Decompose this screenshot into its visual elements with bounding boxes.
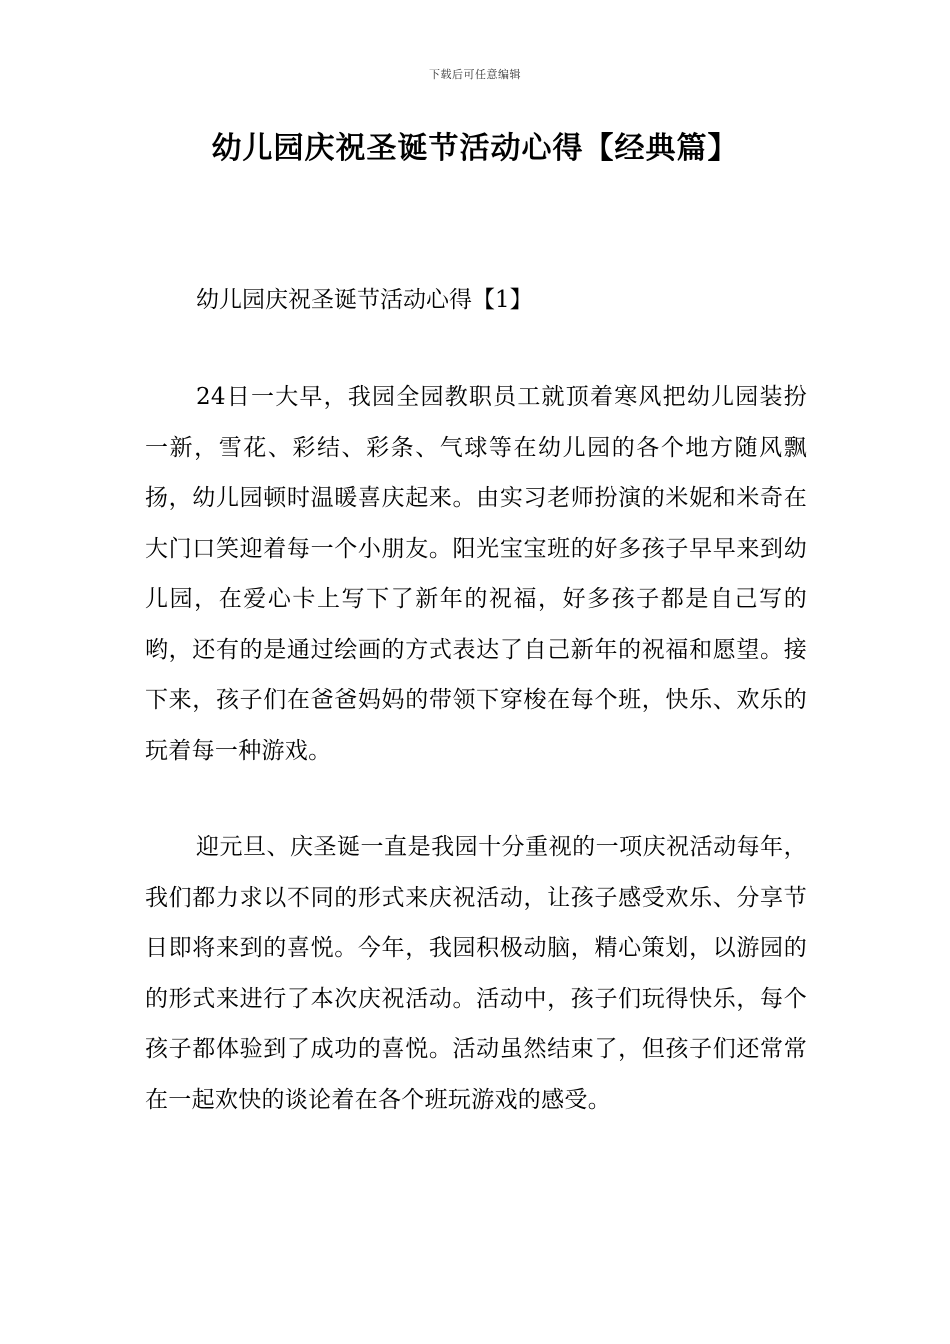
document-title: 幼儿园庆祝圣诞节活动心得【经典篇】 [211, 131, 739, 166]
section-heading: 幼儿园庆祝圣诞节活动心得【1】 [196, 287, 533, 313]
paragraph-2: 迎元旦、庆圣诞一直是我园十分重视的一项庆祝活动每年，我们都力求以不同的形式来庆祝活动，让孩子感受欢乐、分享节日即将来到的喜悦。今年，我园积极动脑，精心策划，以游园的的形式来进行了本次庆祝活动。活动中，孩子们玩得快乐，每个孩子都体验到了成功的喜悦。活动虽然结束了，但孩子们还常常在一起欢快的谈论着在各个班玩游戏的感受。 [145, 834, 807, 1113]
page-header-note: 下载后可任意编辑 [429, 68, 521, 81]
paragraph-1: 24日一大早，我园全园教职员工就顶着寒风把幼儿园装扮一新，雪花、彩结、彩条、气球等在幼儿园的各个地方随风飘扬，幼儿园顿时温暖喜庆起来。由实习老师扮演的米妮和米奇在大门口笑迎着每一个小朋友。阳光宝宝班的好多孩子早早来到幼儿园，在爱心卡上写下了新年的祝福，好多孩子都是自己写的哟，还有的是通过绘画的方式表达了自己新年的祝福和愿望。接下来，孩子们在爸爸妈妈的带领下穿梭在每个班，快乐、欢乐的玩着每一种游戏。 [145, 384, 807, 764]
